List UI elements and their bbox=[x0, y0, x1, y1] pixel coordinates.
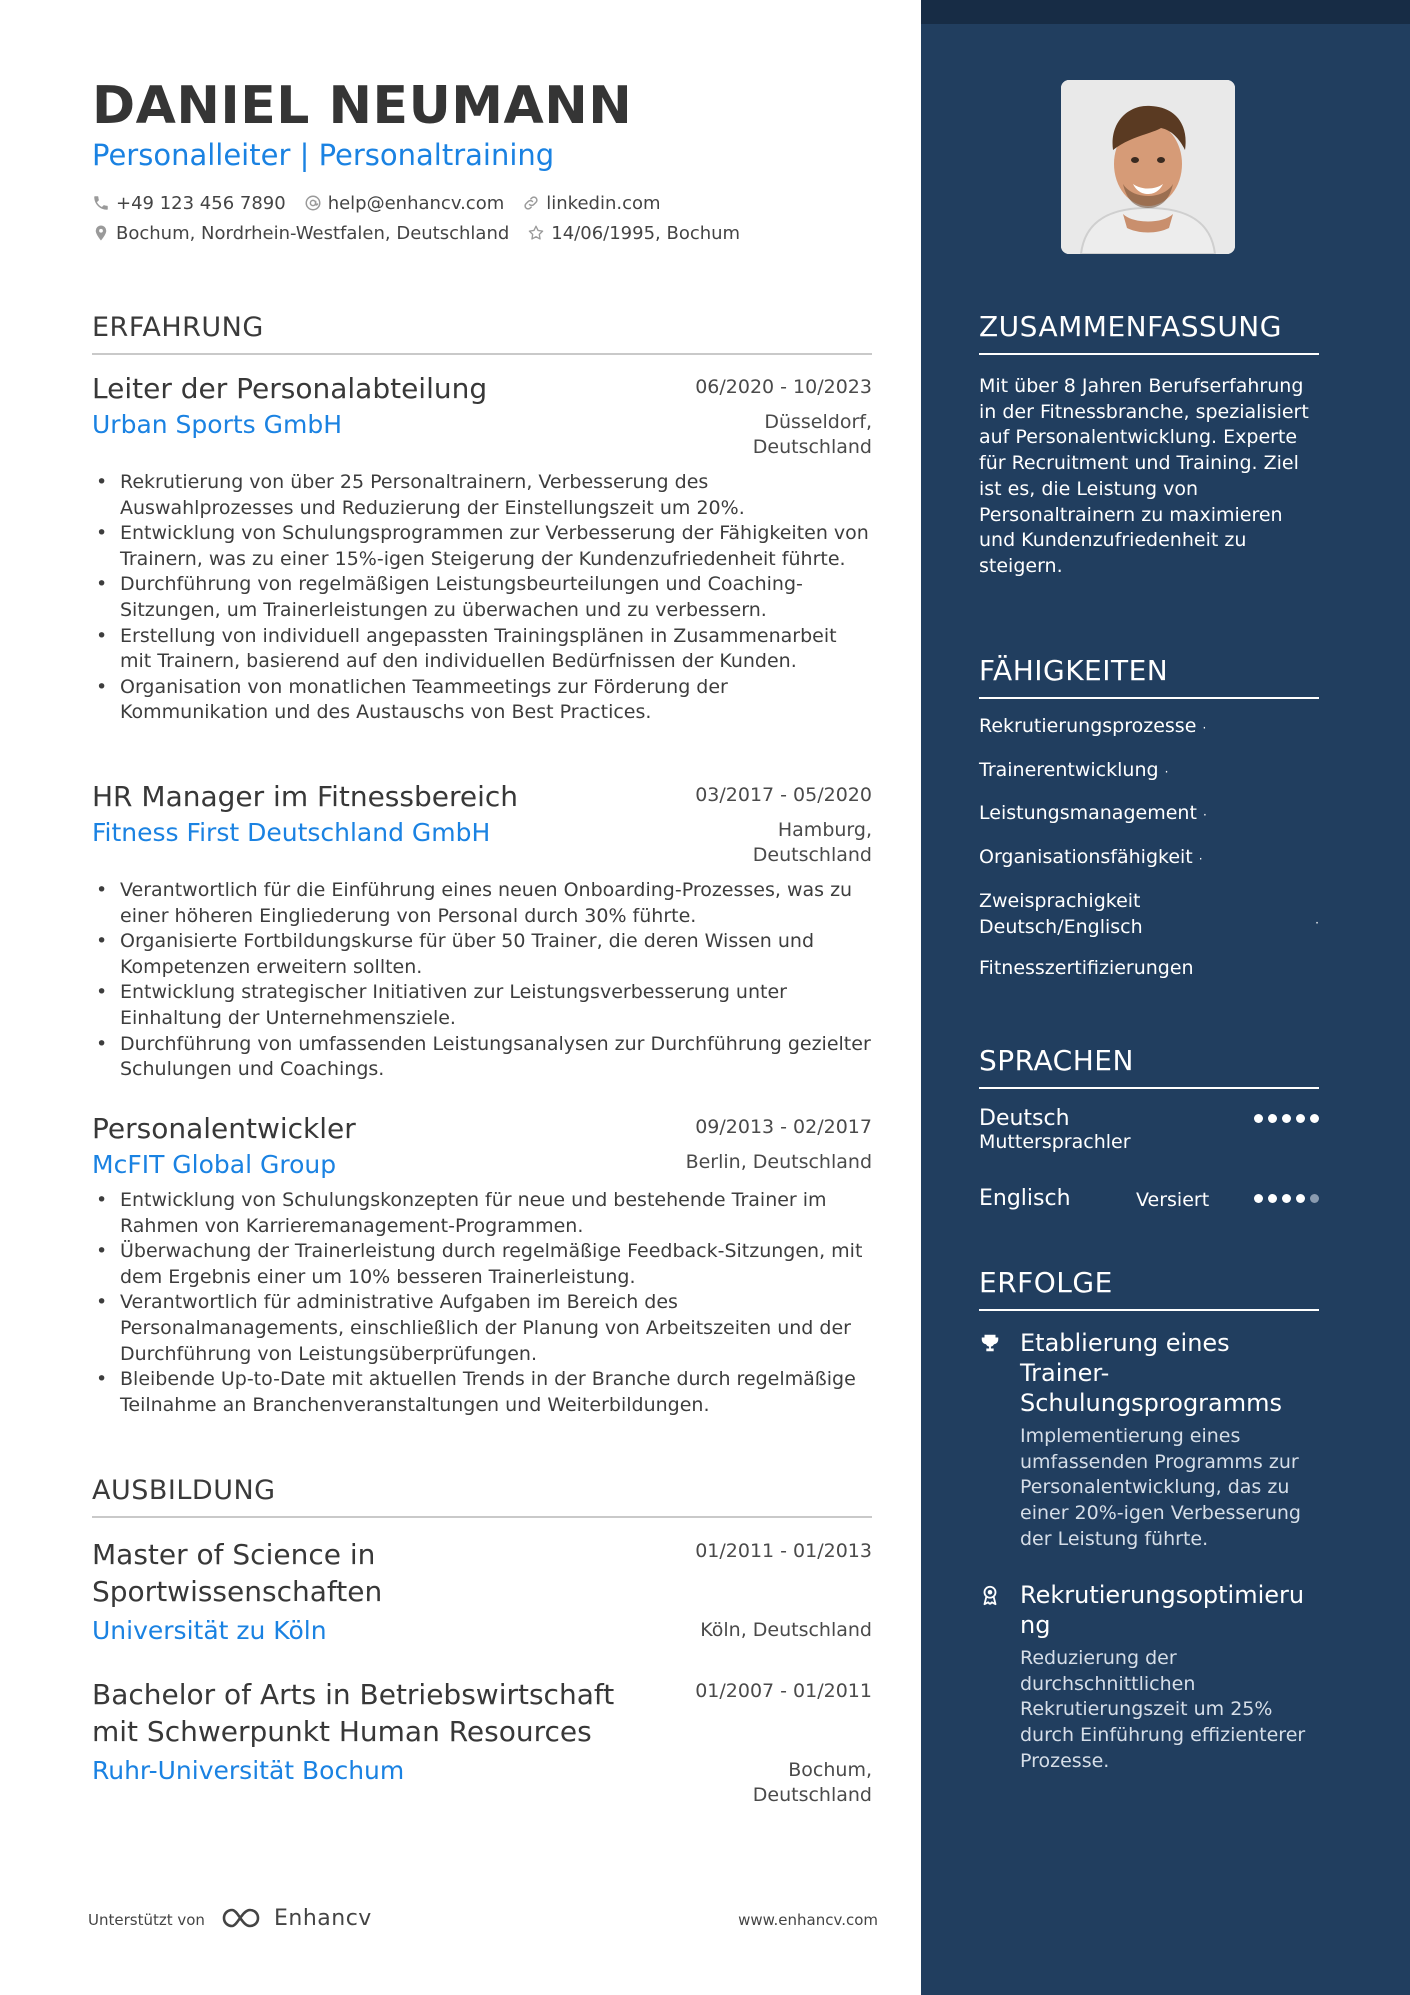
birth-contact bbox=[527, 223, 740, 244]
job-entry bbox=[92, 1112, 872, 1418]
brand-name: Enhancv bbox=[274, 1905, 372, 1931]
rating-dot-empty bbox=[1310, 1194, 1319, 1203]
rating-dot-filled bbox=[1282, 1114, 1291, 1123]
location-pin-icon bbox=[92, 224, 110, 242]
languages-section-title: SPRACHEN bbox=[979, 1044, 1319, 1089]
skill-label: Rekrutierungsprozesse bbox=[979, 715, 1197, 737]
job-title: Personalentwickler bbox=[92, 1112, 356, 1145]
job-bullet: • Rekrutierung von über 25 Personaltrainern, Verbesserung des Auswahlprozesses und Reduzierung der Einstellungszeit um 20%. bbox=[92, 470, 872, 521]
job-bullet: • Verantwortlich für administrative Aufgaben im Bereich des Personalmanagements, einschließlich der Planung von Arbeitszeiten und der Durchführung von Leistungsüberprüfungen. bbox=[92, 1290, 872, 1367]
skill-item: Organisationsfähigkeit · bbox=[979, 846, 1203, 869]
profile-photo bbox=[1061, 80, 1235, 254]
experience-section-title: ERFAHRUNG bbox=[92, 312, 872, 355]
trophy-icon bbox=[979, 1332, 1001, 1354]
summary-text: Mit über 8 Jahren Berufserfahrung in der Fitnessbranche, spezialisiert auf Personalentwicklung. Experte für Recruitment und Training. Ziel ist es, die Leistung von Personaltrainern zu maximieren und Kundenzufriedenheit zu steigern. bbox=[979, 375, 1309, 577]
summary-section-title: ZUSAMMENFASSUNG bbox=[979, 310, 1319, 355]
language-level: Muttersprachler bbox=[979, 1131, 1131, 1153]
education-entry bbox=[92, 1676, 872, 1806]
skill-item: Zweisprachigkeit Deutsch/Englisch · bbox=[979, 889, 1319, 938]
skills-list bbox=[979, 714, 1319, 998]
rating-dot-filled bbox=[1296, 1194, 1305, 1203]
medal-icon bbox=[979, 1584, 1001, 1606]
location-contact bbox=[92, 223, 509, 244]
phone-contact[interactable] bbox=[92, 193, 286, 214]
email-text: help@enhancv.com bbox=[327, 192, 505, 214]
job-location: Berlin, Deutschland bbox=[685, 1151, 872, 1173]
footer bbox=[88, 1905, 878, 1935]
job-bullets bbox=[92, 1188, 872, 1418]
rating-dot-filled bbox=[1268, 1194, 1277, 1203]
job-location: Düsseldorf, Deutschland bbox=[752, 411, 872, 458]
language-rating bbox=[1254, 1194, 1319, 1203]
star-icon bbox=[527, 224, 545, 242]
job-company[interactable]: McFIT Global Group bbox=[92, 1150, 337, 1179]
education-entry bbox=[92, 1536, 872, 1645]
language-name: Englisch bbox=[979, 1186, 1071, 1211]
footer-site-link[interactable]: www.enhancv.com bbox=[738, 1911, 878, 1929]
job-location: Hamburg, Deutschland bbox=[752, 819, 872, 866]
education-section-title: AUSBILDUNG bbox=[92, 1475, 872, 1518]
education-school[interactable]: Ruhr-Universität Bochum bbox=[92, 1756, 405, 1785]
language-item bbox=[979, 1186, 1319, 1211]
job-bullets bbox=[92, 878, 872, 1083]
skills-section-title: FÄHIGKEITEN bbox=[979, 654, 1319, 699]
language-name: Deutsch bbox=[979, 1106, 1070, 1131]
skill-label: Fitnesszertifizierungen bbox=[979, 957, 1194, 980]
job-bullet: • Entwicklung strategischer Initiativen zur Leistungsverbesserung unter Einhaltung der Unternehmensziele. bbox=[92, 980, 872, 1031]
phone-text: +49 123 456 7890 bbox=[116, 192, 286, 214]
achievement-item bbox=[979, 1328, 1319, 1553]
achievement-desc: Reduzierung der durchschnittlichen Rekrutierungszeit um 25% durch Einführung effizienterer Prozesse. bbox=[1020, 1647, 1306, 1772]
contact-info bbox=[92, 192, 872, 252]
job-bullet: • Entwicklung von Schulungskonzepten für neue und bestehende Trainer im Rahmen von Karrieremanagement-Programmen. bbox=[92, 1188, 872, 1239]
avatar-illustration bbox=[1061, 80, 1235, 254]
job-bullet: • Erstellung von individuell angepassten Trainingsplänen in Zusammenarbeit mit Trainern, basierend auf den individuellen Bedürfnissen der Kunden. bbox=[92, 624, 872, 675]
candidate-name: DANIEL NEUMANN bbox=[92, 76, 633, 136]
job-entry bbox=[92, 780, 872, 1083]
email-contact[interactable] bbox=[304, 193, 505, 214]
achievement-title: Rekrutierungsoptimierung bbox=[1020, 1581, 1305, 1639]
job-date: 09/2013 - 02/2017 bbox=[695, 1116, 872, 1138]
education-school[interactable]: Universität zu Köln bbox=[92, 1616, 327, 1645]
job-company[interactable]: Urban Sports GmbH bbox=[92, 410, 343, 439]
rating-dot-filled bbox=[1254, 1194, 1263, 1203]
job-bullet: • Entwicklung von Schulungsprogrammen zur Verbesserung der Fähigkeiten von Trainern, was zu einer 15%-igen Steigerung der Kundenzufriedenheit führte. bbox=[92, 521, 872, 572]
location-text: Bochum, Nordrhein-Westfalen, Deutschland bbox=[116, 222, 510, 244]
skill-item: Rekrutierungsprozesse · bbox=[979, 715, 1207, 737]
job-bullet: • Durchführung von umfassenden Leistungsanalysen zur Durchführung gezielter Schulungen und Coachings. bbox=[92, 1032, 872, 1083]
job-title: Leiter der Personalabteilung bbox=[92, 372, 488, 405]
skill-label: Leistungsmanagement bbox=[979, 802, 1197, 825]
education-degree: Master of Science in Sportwissenschaften bbox=[92, 1538, 383, 1608]
skill-item bbox=[979, 956, 1319, 982]
skill-item: Leistungsmanagement · bbox=[979, 802, 1207, 825]
job-bullets bbox=[92, 470, 872, 726]
job-bullet: • Organisierte Fortbildungskurse für über 50 Trainer, die deren Wissen und Kompetenzen erweitern sollten. bbox=[92, 929, 872, 980]
candidate-role: Personalleiter | Personaltraining bbox=[92, 138, 555, 172]
achievements-section-title: ERFOLGE bbox=[979, 1266, 1319, 1311]
skill-item: Trainerentwicklung · bbox=[979, 758, 1169, 781]
rating-dot-filled bbox=[1254, 1114, 1263, 1123]
linkedin-text: linkedin.com bbox=[546, 192, 661, 214]
enhancv-logo[interactable] bbox=[220, 1905, 372, 1931]
job-company[interactable]: Fitness First Deutschland GmbH bbox=[92, 818, 491, 847]
job-bullet: • Bleibende Up-to-Date mit aktuellen Trends in der Branche durch regelmäßige Teilnahme an Branchenveranstaltungen und Weiterbildungen. bbox=[92, 1367, 872, 1418]
rating-dot-filled bbox=[1282, 1194, 1291, 1203]
skill-label: Organisationsfähigkeit bbox=[979, 846, 1193, 869]
job-bullet: • Verantwortlich für die Einführung eines neuen Onboarding-Prozesses, was zu einer höheren Eingliederung von Personal durch 30% führte. bbox=[92, 878, 872, 929]
education-date: 01/2007 - 01/2011 bbox=[695, 1680, 872, 1702]
language-level: Versiert bbox=[1136, 1189, 1210, 1211]
education-location: Köln, Deutschland bbox=[700, 1619, 872, 1641]
rating-dot-filled bbox=[1310, 1114, 1319, 1123]
birth-text: 14/06/1995, Bochum bbox=[551, 222, 741, 244]
language-rating bbox=[1254, 1114, 1319, 1123]
linkedin-contact[interactable] bbox=[522, 193, 660, 214]
at-icon bbox=[304, 194, 322, 212]
enhancv-logo-icon bbox=[220, 1905, 266, 1931]
rating-dot-filled bbox=[1268, 1114, 1277, 1123]
job-bullet: • Überwachung der Trainerleistung durch regelmäßige Feedback-Sitzungen, mit dem Ergebnis einer um 10% besseren Trainerleistung. bbox=[92, 1239, 872, 1290]
powered-by-label: Unterstützt von bbox=[88, 1911, 205, 1929]
achievement-desc: Implementierung eines umfassenden Programms zur Personalentwicklung, das zu einer 20%-igen Verbesserung der Leistung führte. bbox=[1020, 1425, 1301, 1550]
skill-label: Trainerentwicklung bbox=[979, 758, 1159, 781]
job-entry bbox=[92, 372, 872, 726]
achievement-item bbox=[979, 1580, 1319, 1775]
language-item bbox=[979, 1106, 1319, 1153]
job-date: 06/2020 - 10/2023 bbox=[695, 376, 872, 398]
skill-label: Zweisprachigkeit Deutsch/Englisch bbox=[979, 889, 1143, 938]
job-bullet: • Organisation von monatlichen Teammeetings zur Förderung der Kommunikation und des Austauschs von Best Practices. bbox=[92, 675, 872, 726]
sidebar-top-bar bbox=[921, 0, 1410, 24]
education-date: 01/2011 - 01/2013 bbox=[695, 1540, 872, 1562]
job-date: 03/2017 - 05/2020 bbox=[695, 784, 872, 806]
job-bullet: • Durchführung von regelmäßigen Leistungsbeurteilungen und Coaching-Sitzungen, um Trainerleistungen zu überwachen und zu verbessern. bbox=[92, 572, 872, 623]
education-location: Bochum, Deutschland bbox=[752, 1759, 872, 1806]
phone-icon bbox=[92, 194, 110, 212]
education-degree: Bachelor of Arts in Betriebswirtschaft mit Schwerpunkt Human Resources bbox=[92, 1678, 615, 1748]
link-icon bbox=[522, 194, 540, 212]
rating-dot-filled bbox=[1296, 1114, 1305, 1123]
achievement-title: Etablierung eines Trainer-Schulungsprogramms bbox=[1020, 1329, 1283, 1417]
sidebar bbox=[921, 0, 1410, 1995]
job-title: HR Manager im Fitnessbereich bbox=[92, 780, 519, 813]
